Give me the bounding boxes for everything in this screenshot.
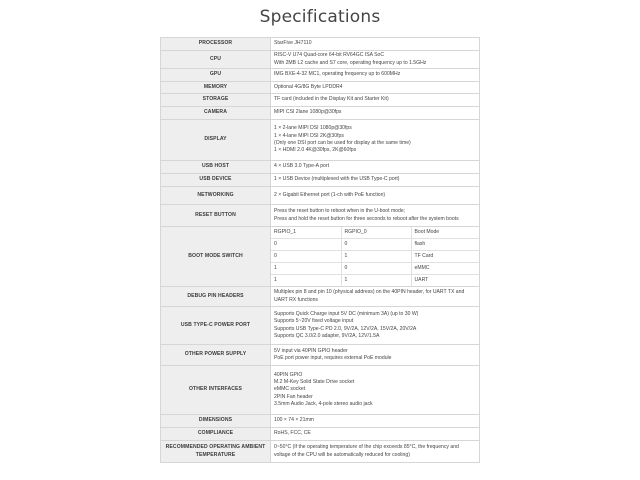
- spec-label: GPU: [161, 69, 271, 82]
- spec-row-storage: [161, 94, 480, 107]
- boot-mode-header: RGPIO_1: [271, 227, 341, 239]
- spec-value: [271, 187, 480, 205]
- spec-value-line: Supports USB Type-C PD 2.0, 9V/2A, 12V/2A, 15V/2A, 20V/2A: [274, 325, 417, 332]
- spec-value-line: 4 × USB 3.0 Type-A port: [274, 163, 329, 170]
- boot-mode-cell: UART: [411, 275, 479, 287]
- spec-row-cpu: [161, 51, 480, 69]
- spec-row-gpu: [161, 69, 480, 82]
- spec-value-line: TF card (included in the Display Kit and Starter Kit): [274, 96, 389, 103]
- spec-row-usb-device: [161, 174, 480, 187]
- spec-label: OTHER INTERFACES: [161, 366, 271, 415]
- boot-mode-cell: flash: [411, 239, 479, 251]
- spec-value-line: Supports Quick Charge input 5V DC (minimum 3A) (up to 30 W): [274, 310, 419, 317]
- spec-row-other-interfaces: [161, 366, 480, 415]
- spec-row-memory: [161, 82, 480, 94]
- boot-mode-table-cell: [271, 227, 480, 287]
- boot-mode-cell: 0: [271, 239, 341, 251]
- spec-value-line: 1 × HDMI 2.0 4K@30fps, 2K@60fps: [274, 147, 357, 154]
- boot-mode-cell: 1: [274, 276, 277, 283]
- boot-mode-table: [271, 227, 479, 286]
- spec-row-display: [161, 120, 480, 161]
- spec-value-line: StarFive JH7110: [274, 40, 312, 47]
- spec-row-compliance: [161, 428, 480, 441]
- spec-value-line: 100 × 74 × 21mm: [274, 417, 314, 424]
- spec-value: [271, 415, 480, 428]
- spec-label: CPU: [161, 51, 271, 69]
- boot-mode-header-row: [271, 227, 479, 239]
- boot-mode-cell: 0: [341, 263, 411, 275]
- boot-mode-row: [271, 275, 479, 287]
- spec-row-networking: [161, 187, 480, 205]
- spec-value-line: (Only one DSI port can be used for display at the same time): [274, 140, 411, 146]
- spec-value: [271, 69, 480, 82]
- spec-label: PROCESSOR: [161, 38, 271, 51]
- spec-label: NETWORKING: [161, 187, 271, 205]
- spec-label: DISPLAY: [161, 120, 271, 161]
- spec-value-line: 1 × USB Device (multiplexed with the USB Type-C port): [274, 176, 400, 183]
- boot-mode-cell: eMMC: [411, 263, 479, 275]
- spec-value: [271, 428, 480, 441]
- spec-row-usb-type-c-power-port: [161, 307, 480, 345]
- page-title: Specifications: [259, 7, 381, 27]
- spec-value-line: 2PIN Fan header: [274, 393, 313, 400]
- spec-value-line: With 2MB L2 cache and S7 core, operating frequency up to 1.5GHz: [274, 59, 427, 66]
- spec-value-line: Multiplex pin 8 and pin 10 (physical address) on the 40PIN header, for UART TX and: [274, 289, 465, 296]
- spec-value-line: RoHS, FCC, CE: [274, 430, 311, 437]
- boot-mode-cell: 1: [341, 275, 411, 287]
- spec-value-line: RISC-V U74 Quad-core 64-bit RV64GC ISA SoC: [274, 52, 385, 59]
- spec-label: COMPLIANCE: [161, 428, 271, 441]
- spec-label: RESET BUTTON: [161, 205, 271, 227]
- spec-value-line: Press and hold the reset button for three seconds to reboot after the system boots: [274, 215, 459, 222]
- spec-value: [271, 287, 480, 307]
- spec-value: [271, 441, 480, 463]
- spec-row-processor: [161, 38, 480, 51]
- spec-value-line: IMG BXE-4-32 MC1, operating frequency up to 600MHz: [274, 71, 401, 78]
- spec-label: STORAGE: [161, 94, 271, 107]
- boot-mode-cell: 0: [341, 239, 411, 251]
- spec-value: [271, 174, 480, 187]
- spec-row-camera: [161, 107, 480, 120]
- spec-value-line: MIPI CSI 2lane 1080p@30fps: [274, 109, 342, 116]
- boot-mode-header: RGPIO_0: [341, 227, 411, 239]
- boot-mode-row: [271, 251, 479, 263]
- spec-value: [271, 205, 480, 227]
- boot-mode-row: [271, 263, 479, 275]
- spec-label: OTHER POWER SUPPLY: [161, 345, 271, 366]
- spec-value: [271, 107, 480, 120]
- boot-mode-row: [271, 239, 479, 251]
- spec-value: [271, 345, 480, 366]
- spec-row-debug-pin-headers: [161, 287, 480, 307]
- spec-value-line: PoE port power input, requires external PoE module: [274, 355, 392, 361]
- spec-row-other-power-supply: [161, 345, 480, 366]
- spec-value: [271, 366, 480, 415]
- spec-label: RECOMMENDED OPERATING AMBIENT TEMPERATURE: [161, 441, 271, 463]
- spec-value-line: UART RX functions: [274, 296, 318, 303]
- boot-mode-header: Boot Mode: [411, 227, 479, 239]
- spec-value: [271, 51, 480, 69]
- spec-value-line: 5V input via 40PIN GPIO header: [274, 347, 348, 354]
- spec-value-line: M.2 M-Key Solid State Drive socket: [274, 378, 355, 385]
- boot-mode-cell: TF Card: [411, 251, 479, 263]
- spec-value-line: Optional 4G/8G Byte LPDDR4: [274, 83, 343, 90]
- spec-label: USB DEVICE: [161, 174, 271, 187]
- spec-label: CAMERA: [161, 107, 271, 120]
- spec-label: DEBUG PIN HEADERS: [161, 287, 271, 307]
- spec-value-line: 1 × 2-lane MIPI DSI 1080p@30fps: [274, 125, 352, 132]
- spec-value: [271, 120, 480, 161]
- spec-value: [271, 82, 480, 94]
- spec-value-line: eMMC socket: [274, 386, 306, 393]
- spec-label: USB TYPE-C POWER PORT: [161, 307, 271, 345]
- spec-value: [271, 38, 480, 51]
- spec-value-line: Supports QC 3.0/2.0 adapter, 9V/2A, 12V/1.5A: [274, 332, 380, 339]
- spec-label: MEMORY: [161, 82, 271, 94]
- spec-row-usb-host: [161, 161, 480, 174]
- spec-value-line: Press the reset button to reboot when in the U-boot mode;: [274, 208, 406, 215]
- spec-row-boot-mode-switch: [161, 227, 480, 287]
- spec-value-line: 1 × 4-lane MIPI DSI 2K@30fps: [274, 132, 344, 139]
- boot-mode-cell: 0: [271, 251, 341, 263]
- spec-value-line: Supports 5~20V fixed voltage input: [274, 318, 354, 325]
- spec-label: BOOT MODE SWITCH: [161, 227, 271, 287]
- spec-row-reset-button: [161, 205, 480, 227]
- spec-value-line: 3.5mm Audio Jack, 4-pole stereo audio jack: [274, 401, 373, 408]
- specifications-table: [160, 37, 480, 463]
- spec-value: [271, 161, 480, 174]
- spec-value: [271, 94, 480, 107]
- spec-row-recommended-operating-ambient-temperature: [161, 441, 480, 463]
- spec-label: USB HOST: [161, 161, 271, 174]
- spec-value-line: 0~50°C (If the operating temperature of the chip exceeds 85°C, the frequency and: [274, 444, 459, 451]
- boot-mode-cell: 1: [341, 251, 411, 263]
- spec-value-line: 40PIN GPIO: [274, 371, 303, 378]
- spec-label: DIMENSIONS: [161, 415, 271, 428]
- spec-row-dimensions: [161, 415, 480, 428]
- boot-mode-cell: 1: [271, 263, 341, 275]
- spec-value: [271, 307, 480, 345]
- spec-value-line: 2 × Gigabit Ethernet port (1-ch with PoE function): [274, 191, 386, 198]
- spec-value-line: voltage of the CPU will be automatically reduced for cooling): [274, 451, 410, 458]
